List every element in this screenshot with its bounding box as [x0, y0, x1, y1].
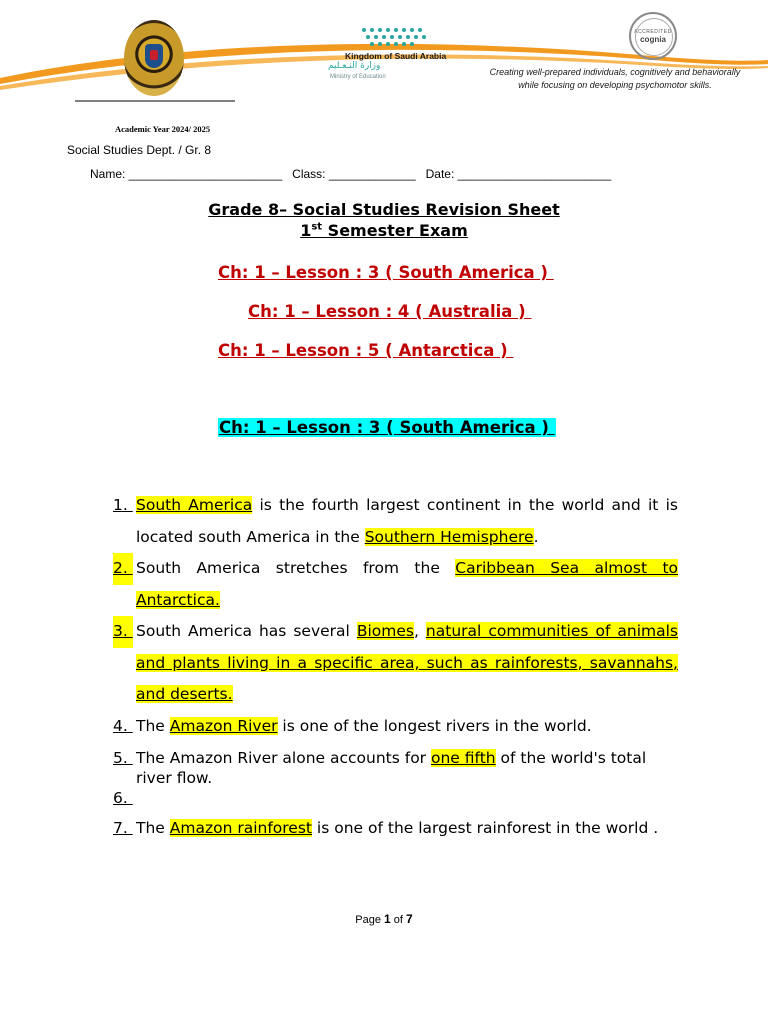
highlight-term: one fifth [430, 749, 496, 767]
student-info-fields: Name: _______________________ Class: _____________ Date: _______________________ [90, 167, 612, 181]
highlight-term: Amazon River [169, 716, 278, 735]
page-number: Page 1 of 7 [355, 912, 413, 926]
moe-logo-icon [360, 26, 430, 48]
list-item: 2. South America stretches from the Caribbean Sea almost to Antarctica. [113, 553, 678, 616]
highlight-term: natural communities of animals and plants living in a specific area, such as rainforests, savannahs, and deserts. [136, 622, 678, 703]
highlight-term: Caribbean Sea almost to Antarctica. [136, 559, 679, 609]
item-number: 3. [113, 616, 133, 648]
department-grade: Social Studies Dept. / Gr. 8 [67, 143, 212, 157]
highlight-term: Biomes [356, 622, 414, 640]
item-number: 4. [113, 716, 133, 735]
item-number: 6. [113, 789, 133, 807]
document-subtitle: 1st Semester Exam [300, 221, 468, 240]
list-item: 3. South America has several Biomes, natural communities of animals and plants living in a specific area, such as rainforests, savannahs, and deserts. [113, 616, 678, 711]
list-item: 4. The Amazon River is one of the longest rivers in the world. [113, 711, 678, 743]
lesson-heading-antarctica: Ch: 1 – Lesson : 5 ( Antarctica ) [218, 341, 514, 360]
highlight-term: Southern Hemisphere [364, 527, 534, 546]
item-number: 7. [113, 819, 133, 837]
item-number: 5. [113, 749, 133, 767]
list-item: 7. The Amazon rainforest is one of the largest rainforest in the world . [113, 813, 678, 845]
item-number: 1. [113, 496, 133, 514]
revision-list [113, 490, 678, 845]
list-item [113, 788, 678, 810]
item-number: 2. [113, 553, 133, 585]
highlight-term: South America [136, 496, 253, 514]
moe-title: Kingdom of Saudi Arabia [345, 51, 447, 61]
document-title: Grade 8– Social Studies Revision Sheet [208, 200, 560, 219]
school-tagline: Creating well-prepared individuals, cognitively and behaviorally while focusing on developing psychomotor skills. [489, 67, 741, 90]
cognia-badge-logo: ACCREDITED cognia [629, 12, 677, 60]
moe-arabic-name: وزارة التـعـليم [328, 61, 381, 71]
moe-subtitle: Ministry of Education [330, 74, 386, 80]
section-heading: Ch: 1 – Lesson : 3 ( South America ) [219, 418, 555, 437]
list-item: 5. The Amazon River alone accounts for one fifth of the world's total river flow. [113, 749, 647, 787]
lesson-heading-australia: Ch: 1 – Lesson : 4 ( Australia ) [248, 302, 532, 321]
school-seal-logo [124, 20, 184, 96]
list-item: 1. South America is the fourth largest continent in the world and it is located south America in the Southern Hemisphere. [113, 490, 678, 553]
lesson-heading-south-america: Ch: 1 – Lesson : 3 ( South America ) [218, 263, 554, 282]
academic-year: Academic Year 2024/ 2025 [115, 124, 211, 134]
highlight-term: Amazon rainforest [169, 819, 312, 837]
